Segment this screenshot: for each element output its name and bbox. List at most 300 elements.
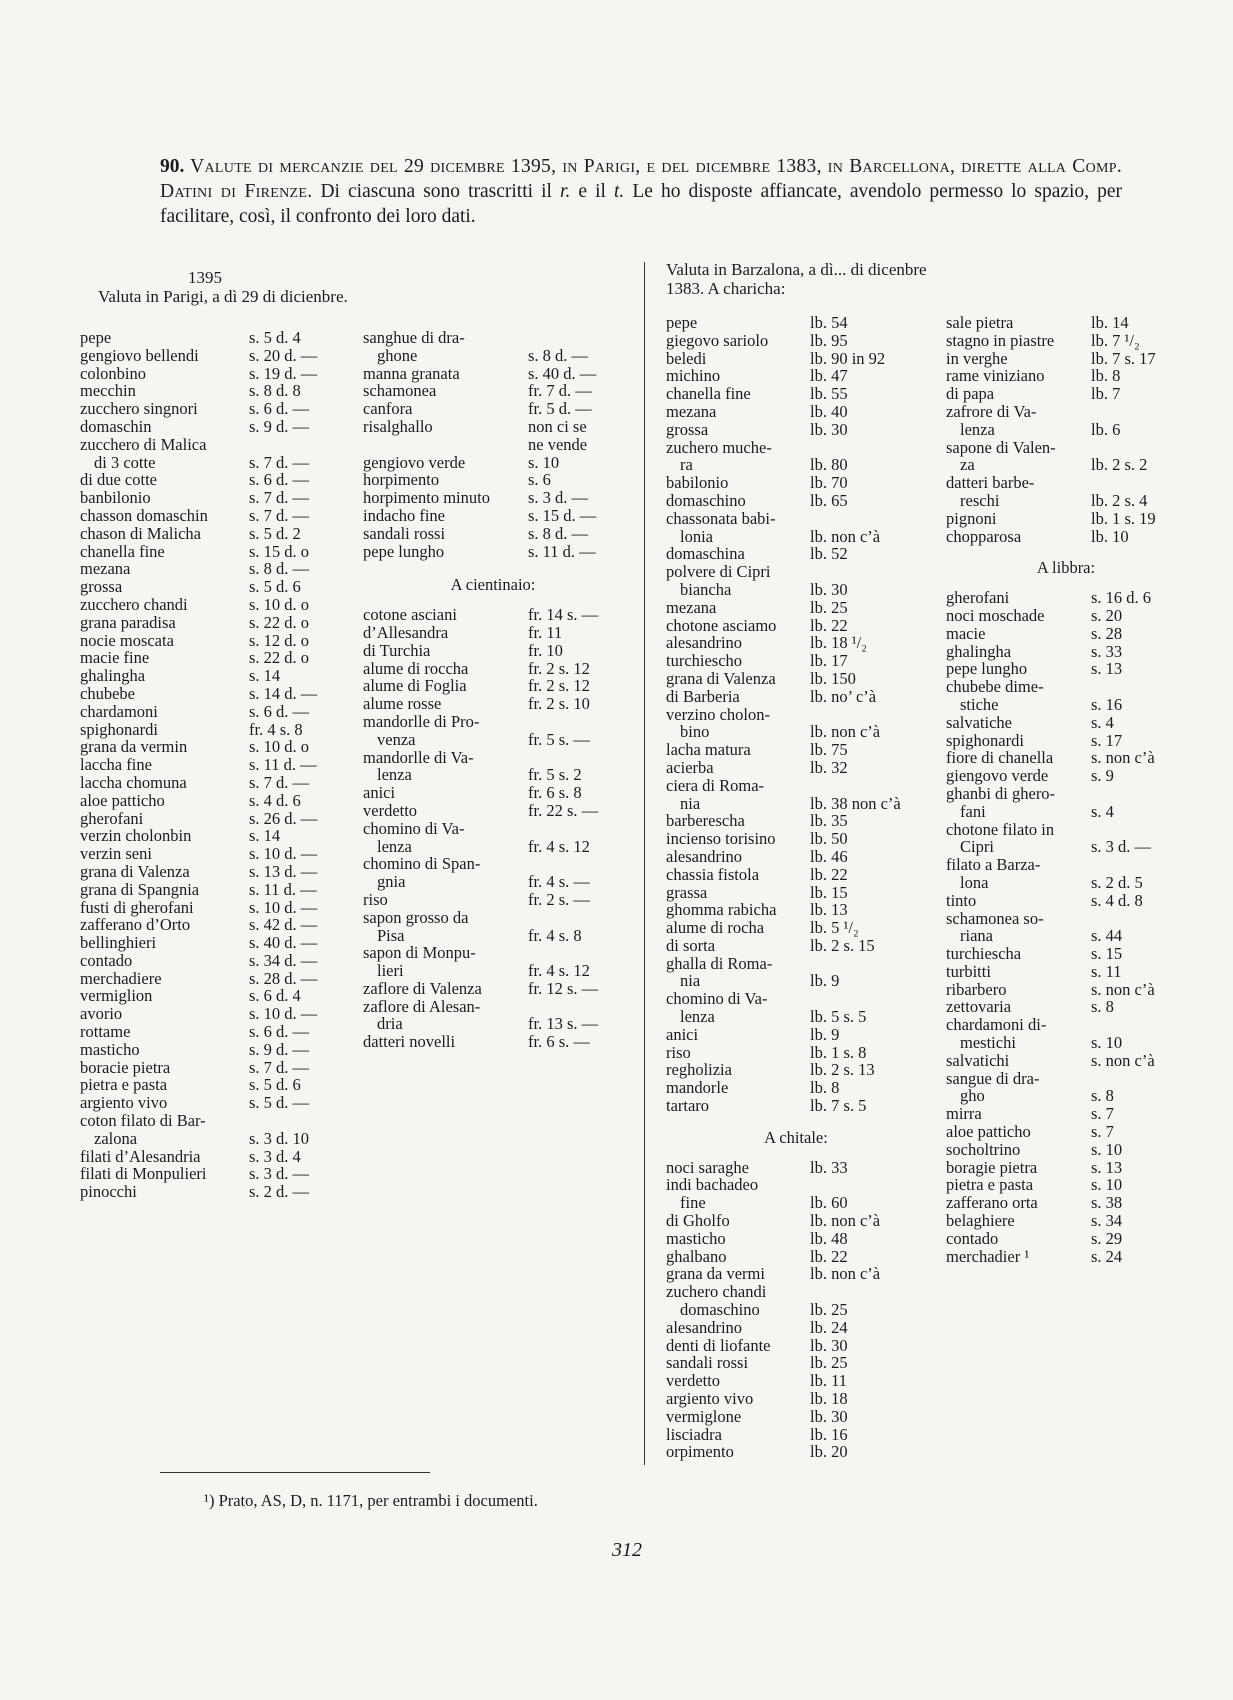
item-name: gengiovo bellendi — [80, 345, 199, 365]
item-name: horpimento — [363, 470, 440, 490]
item-value: s. 42 d. — — [249, 915, 318, 935]
item-value: lb. 17 — [810, 651, 848, 671]
item-value: lb. 24 — [810, 1317, 848, 1337]
item-value: lb. 75 — [810, 740, 848, 760]
ledger-row — [80, 454, 317, 472]
item-name: spighonardi — [80, 719, 158, 739]
item-value: s. 4 — [1091, 712, 1114, 732]
item-name: turbitti — [946, 961, 991, 981]
item-value: lb. 25 — [810, 1353, 848, 1373]
item-name: grana da vermi — [666, 1264, 765, 1284]
ledger-row — [946, 981, 1186, 999]
item-name: ghalbano — [666, 1246, 727, 1266]
item-value: lb. 14 — [1091, 313, 1129, 332]
item-value: lb. 48 — [810, 1228, 848, 1248]
paris-year: 1395 — [188, 268, 222, 287]
ledger-row — [80, 899, 317, 917]
item-value: s. 10 d. o — [249, 737, 310, 757]
item-value: s. 7 — [1091, 1122, 1114, 1142]
item-name: mestichi — [960, 1033, 1016, 1053]
item-name: di papa — [946, 384, 995, 404]
entry-t: t. — [613, 181, 625, 202]
item-value: s. 40 d. — — [249, 933, 318, 953]
item-name: salvatiche — [946, 712, 1012, 732]
centinaio-label: A cientinaio: — [450, 575, 536, 595]
item-value: lb. 7 s. 5 — [810, 1096, 867, 1116]
item-value: s. 7 d. — — [249, 505, 310, 525]
item-value: s. 8 d. — — [249, 559, 310, 579]
item-name: gengiovo verde — [363, 452, 466, 472]
ledger-row — [666, 990, 926, 1008]
item-name: chanella fine — [80, 541, 165, 561]
item-name: schamonea so- — [946, 908, 1044, 928]
ledger-row — [80, 970, 317, 988]
ledger-row — [666, 1097, 926, 1115]
item-name: zafferano orta — [946, 1193, 1038, 1213]
item-value: lb. 52 — [810, 544, 848, 564]
ledger-row — [946, 510, 1186, 528]
ledger-row — [946, 660, 1186, 678]
item-value: s. 7 — [1091, 1104, 1114, 1124]
item-name: coton filato di Bar- — [80, 1111, 206, 1131]
item-name: rame viniziano — [946, 366, 1045, 386]
item-value: lb. non c’à — [810, 1264, 881, 1284]
item-value: lb. 25 — [810, 1300, 848, 1320]
ledger-row — [946, 332, 1186, 350]
item-name: chason di Malicha — [80, 523, 201, 543]
ledger-row — [946, 643, 1186, 661]
item-value: s. 6 d. — — [249, 701, 310, 721]
ledger-row — [363, 927, 623, 945]
page-number: 312 — [612, 1539, 642, 1561]
item-value: fr. 10 — [528, 640, 563, 660]
item-name: riana — [960, 926, 993, 946]
ledger-row — [666, 706, 926, 724]
item-name: incienso torisino — [666, 829, 776, 849]
item-value: s. 40 d. — — [528, 363, 597, 383]
ledger-row — [80, 916, 317, 934]
ledger-row — [80, 560, 317, 578]
item-name: chotone asciamo — [666, 615, 777, 635]
ledger-row — [946, 945, 1186, 963]
ledger-row — [666, 884, 926, 902]
ledger-row — [80, 525, 317, 543]
item-name: spighonardi — [946, 730, 1024, 750]
item-value: s. 34 d. — — [249, 950, 318, 970]
item-value: s. 6 d. — — [249, 399, 310, 419]
item-value: s. 8 d. — — [528, 345, 589, 365]
item-name: verzino cholon- — [666, 704, 771, 724]
ledger-row — [80, 1130, 317, 1148]
item-name: riso — [666, 1042, 691, 1062]
item-value: lb. 1 s. 19 — [1091, 508, 1156, 528]
item-value: s. 3 d. — — [249, 1164, 310, 1184]
entry-text-c: Le ho disposte affiancate, avendolo permesso lo spazio, per facilitare, così, il confronto dei loro dati. — [160, 181, 1122, 227]
item-name: bellinghieri — [80, 933, 157, 953]
item-name: denti di liofante — [666, 1335, 771, 1355]
item-name — [363, 436, 528, 454]
ledger-row — [363, 507, 623, 525]
ledger-row — [80, 596, 317, 614]
item-name: laccha fine — [80, 755, 152, 775]
item-name: nia — [680, 793, 701, 813]
ledger-row — [80, 667, 317, 685]
item-name: alume di roccha — [363, 658, 469, 678]
item-value: lb. 60 — [810, 1193, 848, 1213]
item-value: lb. 16 — [810, 1424, 848, 1444]
item-name: masticho — [666, 1228, 726, 1248]
ledger-row — [946, 732, 1186, 750]
item-name: mezana — [80, 559, 131, 579]
item-value: s. 5 d. 6 — [249, 1075, 301, 1095]
ledger-row — [666, 314, 926, 332]
item-value: lb. 18 — [810, 1389, 848, 1409]
barcelona-heading: Valuta in Barzalona, a dì... di dicenbre 1383. A charicha: — [666, 260, 927, 298]
item-value: s. 3 d. — — [528, 488, 589, 508]
item-name: ribarbero — [946, 979, 1007, 999]
item-value: s. 15 d. o — [249, 541, 310, 561]
item-value: lb. non c’à — [810, 722, 881, 742]
ledger-row — [363, 731, 623, 749]
item-value: lb. 50 — [810, 829, 848, 849]
ledger-row — [946, 767, 1186, 785]
item-value: s. 13 — [1091, 1157, 1123, 1177]
item-name: turchiescho — [666, 651, 743, 671]
item-name: Pisa — [377, 925, 405, 945]
ledger-row — [80, 489, 317, 507]
item-name: chomino di Va- — [666, 989, 768, 1009]
item-value: s. 15 — [1091, 944, 1123, 964]
ledger-row — [80, 863, 317, 881]
ledger-row — [946, 1212, 1186, 1230]
item-value: s. non c’à — [1091, 748, 1155, 768]
item-value: lb. 80 — [810, 455, 848, 475]
item-value: lb. 30 — [810, 1335, 848, 1355]
ledger-row — [363, 962, 623, 980]
item-value: fr. 4 s. 8 — [249, 719, 303, 739]
item-value: lb. 9 — [810, 1024, 840, 1044]
item-value: s. 34 — [1091, 1211, 1123, 1231]
item-name: ghalingha — [80, 666, 146, 686]
item-value: non ci se — [528, 416, 587, 436]
ledger-row — [946, 350, 1186, 368]
ledger-row — [666, 723, 926, 741]
ledger-row — [80, 382, 317, 400]
item-value: s. 3 d. 4 — [249, 1146, 301, 1166]
item-value: s. 10 d. — — [249, 1004, 318, 1024]
ledger-row — [80, 845, 317, 863]
item-name: argiento vivo — [80, 1093, 168, 1113]
item-name: contado — [80, 950, 133, 970]
ledger-row — [666, 1044, 926, 1062]
item-name: ghalingha — [946, 641, 1012, 661]
ledger-row — [363, 713, 623, 731]
item-name: d’Allesandra — [363, 622, 449, 642]
ledger-row — [80, 1148, 317, 1166]
libbra-label: A libbra: — [1036, 558, 1096, 578]
ledger-row — [666, 1212, 926, 1230]
item-value: lb. non c’à — [810, 1211, 881, 1231]
item-value: s. 11 d. — — [528, 541, 596, 561]
item-value: s. 14 — [249, 666, 281, 686]
item-value: lb. 8 — [810, 1078, 840, 1098]
item-name: macie fine — [80, 648, 150, 668]
ledger-row — [666, 972, 926, 990]
item-value: s. 10 — [528, 452, 560, 472]
item-value: s. 5 d. 4 — [249, 328, 301, 347]
item-value: s. 11 d. — — [249, 755, 317, 775]
item-value: s. 17 — [1091, 730, 1123, 750]
item-name: ghanbi di ghero- — [946, 783, 1056, 803]
item-name: michino — [666, 366, 721, 386]
ledger-row — [666, 1026, 926, 1044]
ledger-row — [363, 820, 623, 838]
ledger-row — [80, 1023, 317, 1041]
item-name: turchiescha — [946, 944, 1022, 964]
item-name: polvere di Cipri — [666, 562, 771, 582]
ledger-row — [946, 1052, 1186, 1070]
item-value: s. 33 — [1091, 641, 1123, 661]
item-name: sapone di Valen- — [946, 437, 1056, 457]
item-name: chanella fine — [666, 384, 751, 404]
ledger-row — [946, 1248, 1186, 1266]
ledger-row — [363, 606, 623, 624]
ledger-row — [80, 721, 317, 739]
ledger-row — [666, 1426, 926, 1444]
item-value: lb. 95 — [810, 330, 848, 350]
item-value: s. 5 d. 6 — [249, 577, 301, 597]
item-name: mandorlle di Pro- — [363, 711, 480, 731]
item-name: gherofani — [946, 588, 1010, 608]
ledger-row — [80, 1041, 317, 1059]
ledger-row — [946, 927, 1186, 945]
item-value: s. 26 d. — — [249, 808, 318, 828]
item-value: lb. 47 — [810, 366, 848, 386]
item-name: mirra — [946, 1104, 982, 1124]
ledger-row — [666, 1372, 926, 1390]
item-name: di 3 cotte — [94, 452, 156, 472]
ledger-row — [946, 1070, 1186, 1088]
ledger-row — [666, 901, 926, 919]
item-value: s. 9 — [1091, 766, 1114, 786]
ledger-row — [666, 510, 926, 528]
item-name: chomino di Va- — [363, 818, 465, 838]
item-value: lb. 2 s. 4 — [1091, 490, 1148, 510]
item-value: lb. 32 — [810, 757, 848, 777]
item-value: fr. 5 s. 2 — [528, 765, 582, 785]
ledger-row — [666, 830, 926, 848]
item-name: verdetto — [363, 800, 418, 820]
item-value: s. 10 — [1091, 1033, 1123, 1053]
item-name: rottame — [80, 1022, 131, 1042]
footnote-rule — [160, 1472, 430, 1473]
ledger-row — [666, 1248, 926, 1266]
item-name: sangue di dra- — [946, 1068, 1040, 1088]
ledger-row — [666, 545, 926, 563]
ledger-row — [80, 400, 317, 418]
item-value: lb. 18 ¹/₂ — [810, 633, 867, 653]
item-name: chardamoni di- — [946, 1015, 1047, 1035]
item-name: di Turchia — [363, 640, 431, 660]
item-name: chassonata babi- — [666, 508, 776, 528]
item-name: gnia — [377, 872, 406, 892]
item-value: s. 14 — [249, 826, 281, 846]
item-name: grassa — [666, 882, 708, 902]
ledger-row — [666, 1354, 926, 1372]
ledger-row — [666, 919, 926, 937]
item-value: fr. 4 s. 12 — [528, 836, 590, 856]
item-name: verzin cholonbin — [80, 826, 192, 846]
item-name: lisciadra — [666, 1424, 722, 1444]
item-value: s. 7 d. — — [249, 488, 310, 508]
item-value: lb. 55 — [810, 384, 848, 404]
item-value: fr. 6 s. — — [528, 1032, 590, 1052]
ledger-row — [666, 403, 926, 421]
item-name: grana da vermin — [80, 737, 188, 757]
item-name: mezana — [666, 597, 717, 617]
ledger-row — [666, 1301, 926, 1319]
item-name: verdetto — [666, 1371, 721, 1391]
ledger-row — [666, 439, 926, 457]
ledger-row — [80, 507, 317, 525]
item-value: s. 11 d. — — [249, 879, 317, 899]
item-name: boracie pietra — [80, 1057, 171, 1077]
item-value: s. 9 d. — — [249, 1039, 310, 1059]
item-name: mecchin — [80, 381, 136, 401]
ledger-row — [363, 749, 623, 767]
ledger-row — [946, 528, 1186, 546]
item-name: grana di Valenza — [80, 861, 190, 881]
item-name: lieri — [377, 961, 404, 981]
ledger-row — [666, 1443, 926, 1461]
ledger-row — [363, 838, 623, 856]
item-value: lb. 30 — [810, 579, 848, 599]
ledger-row — [80, 1059, 317, 1077]
ledger-row — [946, 385, 1186, 403]
item-value: lb. 22 — [810, 1246, 848, 1266]
item-name: di sorta — [666, 935, 716, 955]
item-name: alesandrino — [666, 633, 743, 653]
item-value: s. 6 — [528, 470, 551, 490]
ledger-row — [946, 492, 1186, 510]
item-name: sandali rossi — [363, 523, 446, 543]
item-value: lb. 150 — [810, 668, 856, 688]
item-value: s. 7 d. — — [249, 1057, 310, 1077]
item-name: ghalla di Roma- — [666, 953, 773, 973]
item-value: fr. 5 s. — — [528, 729, 590, 749]
ledger-row — [946, 625, 1186, 643]
ledger-row — [666, 367, 926, 385]
item-name: gho — [960, 1086, 985, 1106]
ledger-row — [666, 777, 926, 795]
ledger-row — [666, 581, 926, 599]
item-name: chasson domaschin — [80, 505, 208, 525]
item-value: lb. 9 — [810, 971, 840, 991]
item-name: verzin seni — [80, 844, 152, 864]
item-name: giegovo sariolo — [666, 330, 769, 350]
item-name: domaschin — [80, 416, 152, 436]
item-value: ne vende — [528, 434, 588, 454]
item-value: s. 6 d. — — [249, 470, 310, 490]
item-name: filati d’Alesandria — [80, 1146, 201, 1166]
ledger-row — [363, 624, 623, 642]
item-name: fani — [960, 801, 986, 821]
ledger-row — [363, 891, 623, 909]
item-name: mandorle — [666, 1078, 729, 1098]
item-name: vermiglion — [80, 986, 153, 1006]
item-value: fr. 13 s. — — [528, 1014, 599, 1034]
ledger-row — [946, 403, 1186, 421]
item-value: lb. 46 — [810, 846, 848, 866]
ledger-row — [946, 803, 1186, 821]
item-name: pepe lungho — [363, 541, 445, 561]
item-value: s. non c’à — [1091, 979, 1155, 999]
item-name: lenza — [377, 765, 412, 785]
ledger-row — [666, 955, 926, 973]
ledger-row — [666, 1176, 926, 1194]
item-value: fr. 5 d. — — [528, 399, 592, 419]
item-value: s. 15 d. — — [528, 505, 597, 525]
ledger-row — [946, 1087, 1186, 1105]
ledger-row — [363, 660, 623, 678]
item-value: fr. 2 s. 12 — [528, 676, 590, 696]
ledger-row — [363, 677, 623, 695]
item-name: chotone filato in — [946, 819, 1055, 839]
item-name: lonia — [680, 526, 713, 546]
paris-column-2-list-a — [363, 329, 623, 560]
ledger-row — [946, 439, 1186, 457]
item-name: belaghiere — [946, 1211, 1015, 1231]
ledger-row — [80, 1165, 317, 1183]
ledger-row — [80, 543, 317, 561]
item-name: anici — [363, 783, 396, 803]
item-name: canfora — [363, 399, 413, 419]
item-name: pinocchi — [80, 1182, 137, 1202]
item-value: lb. 10 — [1091, 526, 1129, 546]
item-name: zettovaria — [946, 997, 1012, 1017]
item-value: s. 5 d. 2 — [249, 523, 301, 543]
ledger-row — [80, 738, 317, 756]
item-value: fr. 22 s. — — [528, 800, 599, 820]
item-value: s. 44 — [1091, 926, 1123, 946]
item-name: alume di rocha — [666, 918, 765, 938]
ledger-row — [946, 1194, 1186, 1212]
item-value: s. 7 d. — — [249, 452, 310, 472]
item-name: boragie pietra — [946, 1157, 1038, 1177]
item-name: lenza — [377, 836, 412, 856]
item-name: giengovo verde — [946, 766, 1049, 786]
ledger-row — [666, 1337, 926, 1355]
item-value: s. 22 d. o — [249, 612, 310, 632]
item-name: pepe — [666, 313, 698, 332]
item-name: datteri barbe- — [946, 473, 1035, 493]
ledger-row — [363, 436, 623, 454]
item-name: aloe patticho — [80, 790, 165, 810]
item-name: contado — [946, 1228, 999, 1248]
item-name: laccha chomuna — [80, 772, 187, 792]
entry-text-b: e il — [570, 181, 614, 202]
item-value: s. 8 d. — — [528, 523, 589, 543]
ledger-row — [80, 578, 317, 596]
item-name: filato a Barza- — [946, 855, 1041, 875]
ledger-row — [946, 607, 1186, 625]
item-name: sale pietra — [946, 313, 1014, 332]
item-value: s. 10 d. o — [249, 594, 310, 614]
item-name: fine — [680, 1193, 706, 1213]
item-value: lb. 2 s. 2 — [1091, 455, 1148, 475]
item-name: zafferano d’Orto — [80, 915, 191, 935]
ledger-row — [363, 543, 623, 561]
